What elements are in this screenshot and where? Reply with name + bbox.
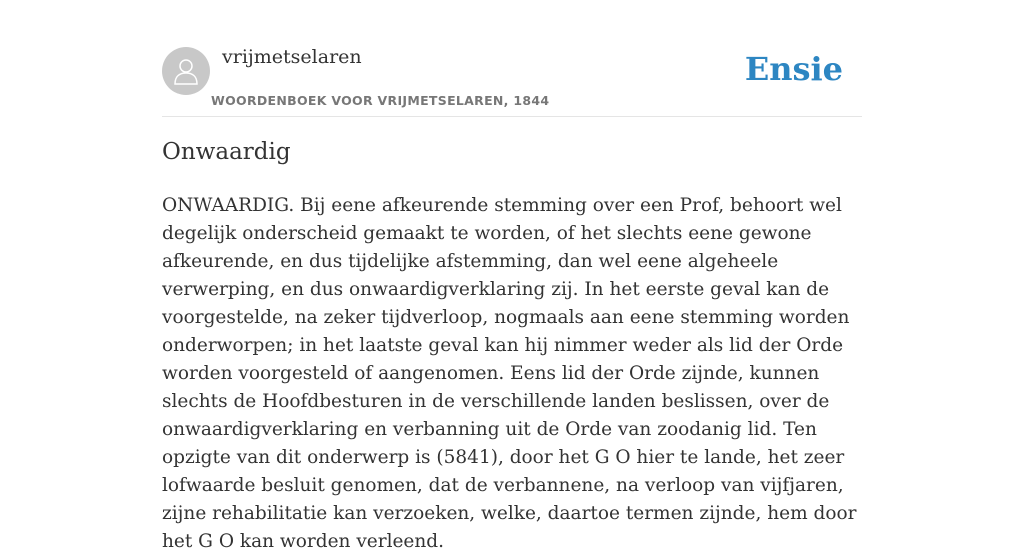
article-body: ONWAARDIG. Bij eene afkeurende stemming over een Prof, behoort wel degelijk onderscheid gemaakt te worden, of het slechts eene gewone afkeurende, en dus tijdelijke afstemming, dan wel eene algeheele verwerping, en dus onwaardigverklaring zij. In het eerste geval kan de voorgestelde, na zeker tijdverloop, nogmaals aan eene stemming worden onderworpen; in het laatste geval kan hij nimmer weder als lid der Orde worden voorgesteld of aangenomen. Eens lid der Orde zijnde, kunnen slechts de Hoofdbesturen in de verschillende landen beslissen, over de onwaardigverklaring en verbanning uit de Orde van zoodanig lid. Ten opzigte van dit onderwerp is (5841), door het G O hier te lande, het zeer lofwaarde besluit genomen, dat de verbannene, na verloop van vijfjaren, zijne rehabilitatie kan verzoeken, welke, daartoe termen zijnde, hem door het G O kan worden verleend.	[162, 195, 857, 552]
author-name[interactable]: vrijmetselaren	[222, 46, 362, 68]
page-container	[162, 0, 862, 552]
user-icon	[171, 56, 201, 86]
source-label[interactable]: WOORDENBOEK VOOR VRIJMETSELAREN, 1844	[211, 93, 550, 108]
brand-logo[interactable]: Ensie	[744, 50, 843, 88]
avatar[interactable]	[162, 47, 210, 95]
page-title: Onwaardig	[162, 139, 291, 165]
article-header	[162, 0, 862, 117]
